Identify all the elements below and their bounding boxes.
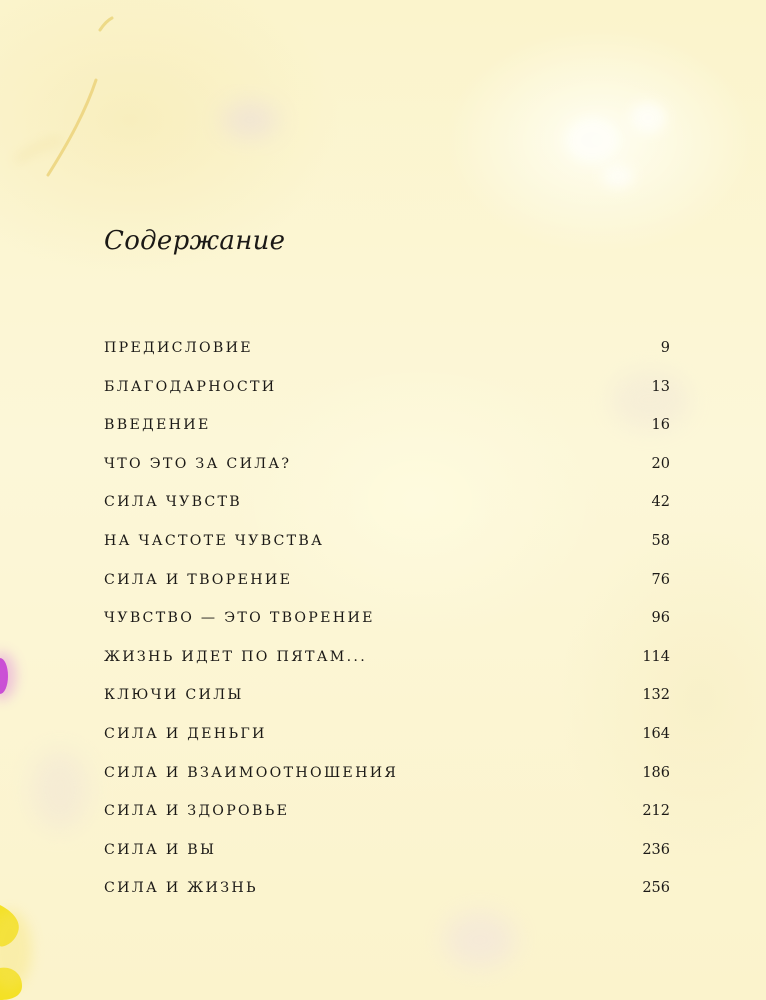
toc-title: Содержание: [104, 226, 286, 256]
toc-entry-page: 9: [660, 340, 670, 356]
stem-stroke: [18, 140, 60, 160]
white-blossom: [566, 118, 618, 162]
toc-entry[interactable]: [104, 572, 670, 611]
toc-entry[interactable]: [104, 687, 670, 726]
toc-entry-label: СИЛА И ЖИЗНЬ: [104, 880, 258, 897]
toc-entry[interactable]: [104, 842, 670, 881]
toc-entry-page: 96: [651, 610, 670, 627]
toc-entry-page: 256: [642, 880, 670, 897]
toc-entry[interactable]: [104, 649, 670, 688]
toc-entry-page: 76: [651, 571, 670, 588]
toc-entry-label: СИЛА ЧУВСТВ: [104, 494, 243, 511]
toc-entry-page: 212: [642, 803, 670, 820]
toc-entry-label: СИЛА И ВЗАИМООТНОШЕНИЯ: [104, 764, 399, 781]
toc-entry-label: ПРЕДИСЛОВИЕ: [104, 340, 253, 356]
toc-entry-label: ЧУВСТВО — ЭТО ТВОРЕНИЕ: [104, 610, 375, 627]
yellow-flower-glow: [0, 910, 32, 990]
toc-entry-label: ВВЕДЕНИЕ: [104, 417, 211, 434]
toc-entry-page: 186: [642, 764, 670, 781]
petal-wash: [444, 912, 516, 968]
toc-entry[interactable]: [104, 340, 670, 379]
toc-list: [104, 340, 670, 919]
toc-entry[interactable]: [104, 417, 670, 456]
toc-entry-label: СИЛА И ДЕНЬГИ: [104, 725, 267, 742]
toc-entry-page: 13: [651, 378, 670, 395]
toc-entry-page: 42: [651, 494, 670, 511]
magenta-flower-glow: [0, 652, 16, 700]
toc-entry[interactable]: [104, 494, 670, 533]
toc-entry-page: 114: [642, 648, 670, 665]
toc-entry[interactable]: [104, 880, 670, 919]
toc-entry-page: 164: [642, 725, 670, 742]
petal-wash: [222, 102, 278, 138]
white-blossom: [602, 164, 634, 188]
stem-stroke: [48, 80, 96, 175]
toc-entry-label: ЧТО ЭТО ЗА СИЛА?: [104, 455, 292, 472]
petal-wash: [30, 750, 90, 830]
toc-entry-page: 16: [651, 417, 670, 434]
toc-entry-label: БЛАГОДАРНОСТИ: [104, 378, 277, 395]
toc-entry-label: ЖИЗНЬ ИДЕТ ПО ПЯТАМ...: [104, 648, 368, 665]
toc-entry-page: 20: [651, 455, 670, 472]
toc-entry-label: СИЛА И ЗДОРОВЬЕ: [104, 803, 290, 820]
toc-entry[interactable]: [104, 456, 670, 495]
toc-entry[interactable]: [104, 379, 670, 418]
toc-entry-label: СИЛА И ВЫ: [104, 841, 217, 858]
toc-entry-page: 132: [642, 687, 670, 704]
toc-entry[interactable]: [104, 533, 670, 572]
white-blossom: [630, 102, 666, 134]
toc-entry[interactable]: [104, 765, 670, 804]
toc-entry[interactable]: [104, 610, 670, 649]
toc-entry-page: 58: [651, 532, 670, 549]
toc-entry-page: 236: [642, 841, 670, 858]
toc-entry-label: КЛЮЧИ СИЛЫ: [104, 687, 244, 704]
toc-entry-label: НА ЧАСТОТЕ ЧУВСТВА: [104, 532, 325, 549]
toc-entry[interactable]: [104, 803, 670, 842]
stem-stroke: [100, 18, 112, 30]
toc-entry-label: СИЛА И ТВОРЕНИЕ: [104, 571, 293, 588]
toc-entry[interactable]: [104, 726, 670, 765]
